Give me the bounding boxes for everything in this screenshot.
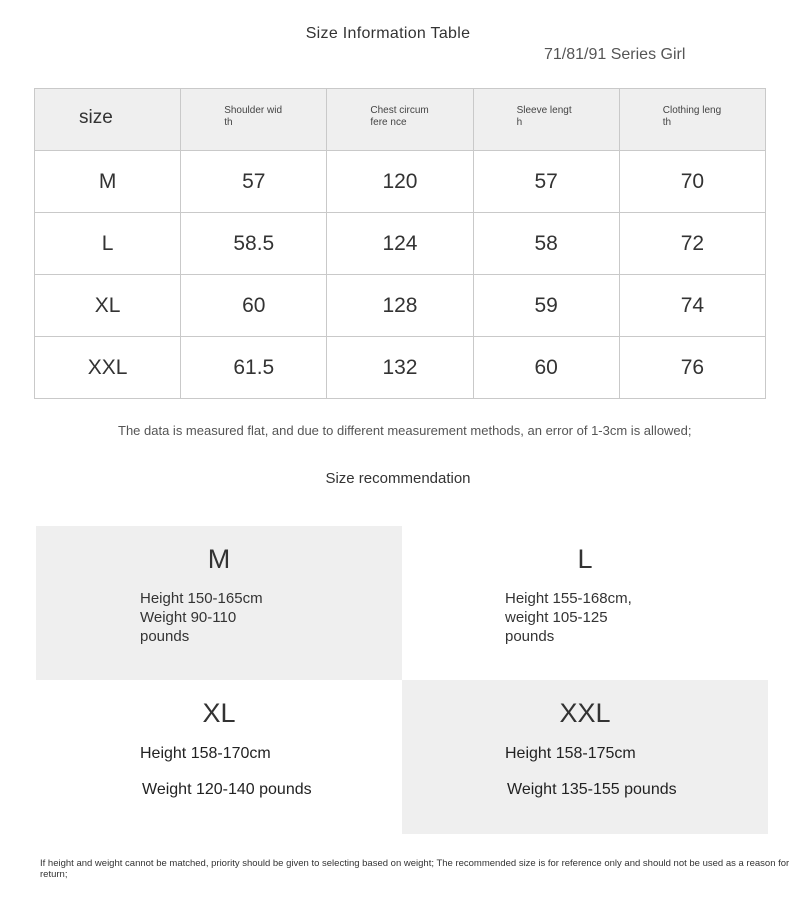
card-height-line: Height 158-170cm xyxy=(140,745,271,762)
card-size-label: XXL xyxy=(559,698,611,728)
page-title: Size Information Table xyxy=(305,25,471,42)
table-cell: XXL xyxy=(35,337,181,399)
column-header-chest-circumference: Chest circumfere nce xyxy=(327,89,473,151)
table-cell: 72 xyxy=(619,213,765,275)
recommendation-card-xl xyxy=(36,680,402,834)
card-size-label: XL xyxy=(202,698,236,728)
recommendation-title: Size recommendation xyxy=(325,470,471,487)
table-cell: 70 xyxy=(619,151,765,213)
recommendation-card-xxl xyxy=(402,680,768,834)
table-cell: 76 xyxy=(619,337,765,399)
card-size-label: L xyxy=(577,544,593,574)
table-cell: 120 xyxy=(327,151,473,213)
table-cell: 132 xyxy=(327,337,473,399)
recommendation-card-l xyxy=(402,526,768,680)
table-cell: 124 xyxy=(327,213,473,275)
card-height-line: Height 158-175cm xyxy=(505,745,636,762)
table-cell: 57 xyxy=(473,151,619,213)
table-row xyxy=(35,151,766,213)
series-label: 71/81/91 Series Girl xyxy=(544,46,686,63)
card-details: Height 155-168cm, weight 105-125 pounds xyxy=(505,590,632,645)
table-row xyxy=(35,213,766,275)
measurement-note: The data is measured flat, and due to different measurement methods, an error of 1-3cm is allowed; xyxy=(118,423,692,438)
table-cell: 57 xyxy=(181,151,327,213)
table-cell: 59 xyxy=(473,275,619,337)
column-header-size: size xyxy=(35,89,181,151)
table-cell: M xyxy=(35,151,181,213)
table-row xyxy=(35,275,766,337)
table-cell: 74 xyxy=(619,275,765,337)
footnote: If height and weight cannot be matched, priority should be given to selecting based on weight; The recommended size is for reference only and should not be used as a reason for return; xyxy=(40,858,790,880)
table-cell: L xyxy=(35,213,181,275)
size-information-table xyxy=(34,88,766,399)
table-cell: 61.5 xyxy=(181,337,327,399)
column-header-clothing-length: Clothing length xyxy=(619,89,765,151)
table-cell: XL xyxy=(35,275,181,337)
column-header-shoulder-width: Shoulder width xyxy=(181,89,327,151)
table-cell: 58 xyxy=(473,213,619,275)
table-cell: 60 xyxy=(181,275,327,337)
card-size-label: M xyxy=(207,544,231,574)
table-cell: 128 xyxy=(327,275,473,337)
column-header-sleeve-length: Sleeve length xyxy=(473,89,619,151)
recommendation-card-m xyxy=(36,526,402,680)
table-cell: 58.5 xyxy=(181,213,327,275)
table-cell: 60 xyxy=(473,337,619,399)
card-weight-line: Weight 120-140 pounds xyxy=(142,781,312,798)
table-header-row xyxy=(35,89,766,151)
card-weight-line: Weight 135-155 pounds xyxy=(507,781,677,798)
table-row xyxy=(35,337,766,399)
card-details: Height 150-165cm Weight 90-110 pounds xyxy=(140,590,263,645)
